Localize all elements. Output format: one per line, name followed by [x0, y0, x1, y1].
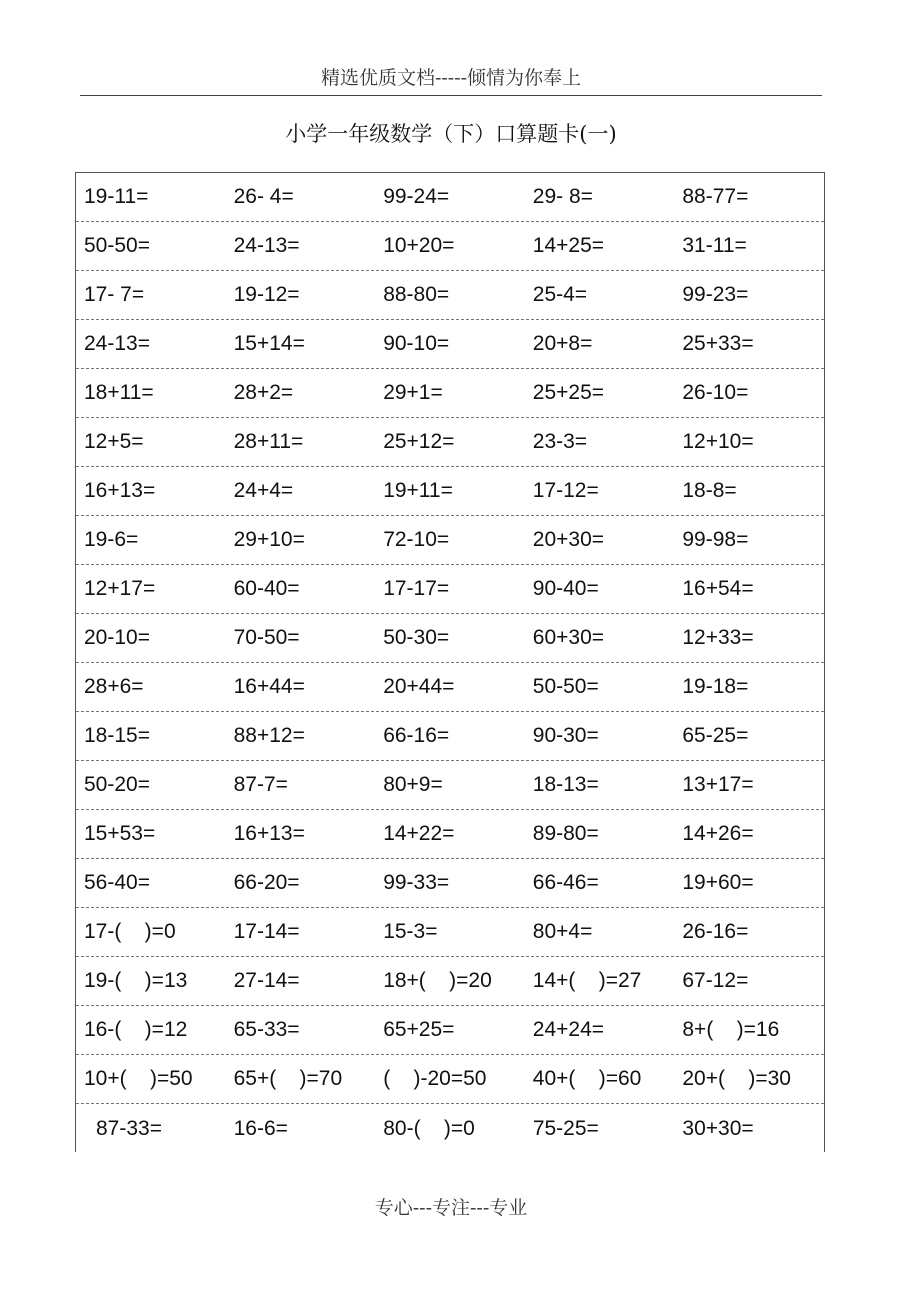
arithmetic-problem: 8+( )=16	[682, 1018, 780, 1041]
arithmetic-problem: 15-3=	[383, 920, 438, 943]
arithmetic-problem: 19-6=	[84, 528, 139, 551]
arithmetic-problem: 65+( )=70	[233, 1067, 343, 1090]
arithmetic-problem: 50-30=	[383, 626, 450, 649]
arithmetic-problem: 50-50=	[84, 234, 150, 257]
arithmetic-problem: 90-10=	[383, 332, 450, 355]
arithmetic-problem: 12+17=	[84, 577, 156, 600]
arithmetic-problem: 16-( )=12	[84, 1018, 188, 1041]
page-footer: 专心---专注---专业	[374, 1197, 528, 1219]
arithmetic-problem: 20-10=	[84, 626, 150, 649]
worksheet-row	[76, 565, 824, 614]
arithmetic-problem: 40+( )=60	[532, 1067, 642, 1090]
arithmetic-problem: 18-8=	[682, 479, 737, 502]
arithmetic-problem: 14+26=	[682, 822, 754, 845]
arithmetic-problem: 15+14=	[233, 332, 305, 355]
arithmetic-problem: 18+11=	[84, 381, 154, 404]
arithmetic-problem: 14+( )=27	[532, 969, 642, 992]
arithmetic-problem: 19-11=	[84, 185, 149, 208]
arithmetic-problem: 65-25=	[682, 724, 749, 747]
arithmetic-problem: 17-14=	[233, 920, 300, 943]
arithmetic-problem: 66-46=	[532, 871, 599, 894]
arithmetic-problem: 99-33=	[383, 871, 450, 894]
arithmetic-problem: 30+30=	[682, 1116, 754, 1140]
worksheet-row	[76, 222, 824, 271]
worksheet-row	[76, 712, 824, 761]
arithmetic-problem: 99-23=	[682, 283, 749, 306]
arithmetic-problem: 17-12=	[532, 479, 599, 502]
worksheet-row	[76, 859, 824, 908]
arithmetic-problem: 24+4=	[233, 479, 294, 502]
arithmetic-problem: 29- 8=	[532, 185, 593, 208]
arithmetic-problem: 90-30=	[532, 724, 599, 747]
arithmetic-problem: 12+5=	[84, 430, 144, 453]
arithmetic-problem: 23-3=	[532, 430, 588, 453]
arithmetic-problem: 17-17=	[383, 577, 450, 600]
arithmetic-problem: 18-15=	[84, 724, 150, 747]
arithmetic-problem: 72-10=	[383, 528, 450, 551]
arithmetic-problem: 87-7=	[233, 773, 288, 796]
arithmetic-problem: 28+11=	[233, 430, 304, 453]
arithmetic-problem: 25+33=	[682, 332, 754, 355]
worksheet-row	[76, 516, 824, 565]
arithmetic-problem: 88-80=	[383, 283, 450, 306]
arithmetic-problem: 19+11=	[383, 479, 453, 502]
arithmetic-problem: 10+20=	[383, 234, 455, 257]
arithmetic-problem: 19-( )=13	[84, 969, 188, 992]
arithmetic-problem: 14+25=	[532, 234, 605, 257]
arithmetic-problem: 19+60=	[682, 871, 754, 894]
arithmetic-problem: 19-18=	[682, 675, 749, 698]
worksheet-row	[76, 271, 824, 320]
arithmetic-problem: 80+4=	[532, 920, 593, 943]
arithmetic-problem: 60+30=	[532, 626, 605, 649]
arithmetic-problem: 25-4=	[532, 283, 588, 306]
worksheet-row	[76, 761, 824, 810]
arithmetic-problem: 20+( )=30	[682, 1067, 791, 1090]
arithmetic-problem: 18-13=	[532, 773, 599, 796]
worksheet-row	[76, 614, 824, 663]
worksheet-row	[76, 418, 824, 467]
arithmetic-worksheet-grid	[75, 172, 825, 1152]
arithmetic-problem: 16-6=	[233, 1116, 288, 1140]
arithmetic-problem: 26-16=	[682, 920, 749, 943]
worksheet-row	[76, 810, 824, 859]
arithmetic-problem: 31-11=	[682, 234, 747, 257]
arithmetic-problem: 24-13=	[233, 234, 300, 257]
arithmetic-problem: 28+6=	[84, 675, 144, 698]
arithmetic-problem: 29+1=	[383, 381, 443, 404]
arithmetic-problem: 90-40=	[532, 577, 599, 600]
arithmetic-problem: 50-50=	[532, 675, 599, 698]
worksheet-row	[76, 1104, 824, 1153]
arithmetic-problem: 80+9=	[383, 773, 443, 796]
arithmetic-problem: 56-40=	[84, 871, 150, 894]
arithmetic-problem: 67-12=	[682, 969, 749, 992]
arithmetic-problem: 17- 7=	[84, 283, 145, 306]
arithmetic-problem: 26- 4=	[233, 185, 294, 208]
arithmetic-problem: 14+22=	[383, 822, 455, 845]
arithmetic-problem: 28+2=	[233, 381, 294, 404]
worksheet-row	[76, 908, 824, 957]
worksheet-row	[76, 1006, 824, 1055]
arithmetic-problem: 17-( )=0	[84, 920, 176, 943]
arithmetic-problem: 20+30=	[532, 528, 605, 551]
arithmetic-problem: 70-50=	[233, 626, 300, 649]
worksheet-row	[76, 957, 824, 1006]
worksheet-row	[76, 663, 824, 712]
worksheet-row	[76, 320, 824, 369]
page-title: 小学一年级数学（下）口算题卡(一)	[285, 122, 617, 146]
arithmetic-problem: 29+10=	[233, 528, 305, 551]
arithmetic-problem: 16+13=	[84, 479, 156, 502]
arithmetic-problem: 66-20=	[233, 871, 300, 894]
arithmetic-problem: 60-40=	[233, 577, 300, 600]
page-header: 精选优质文档-----倾情为你奉上	[320, 67, 582, 89]
arithmetic-problem: 88-77=	[682, 185, 749, 208]
arithmetic-problem: 25+25=	[532, 381, 605, 404]
arithmetic-problem: 24+24=	[532, 1018, 605, 1041]
arithmetic-problem: 65-33=	[233, 1018, 300, 1041]
worksheet-row	[76, 369, 824, 418]
arithmetic-problem: 99-24=	[383, 185, 450, 208]
arithmetic-problem: 16+13=	[233, 822, 305, 845]
arithmetic-problem: 20+8=	[532, 332, 593, 355]
arithmetic-problem: 26-10=	[682, 381, 749, 404]
arithmetic-problem: 65+25=	[383, 1018, 455, 1041]
arithmetic-problem: 89-80=	[532, 822, 599, 845]
arithmetic-problem: 80-( )=0	[383, 1116, 475, 1140]
arithmetic-problem: 50-20=	[84, 773, 150, 796]
arithmetic-problem: 13+17=	[682, 773, 754, 796]
worksheet-row	[76, 173, 824, 222]
arithmetic-problem: 66-16=	[383, 724, 450, 747]
arithmetic-problem: 10+( )=50	[84, 1067, 193, 1090]
arithmetic-problem: 87-33=	[96, 1116, 162, 1140]
arithmetic-problem: 19-12=	[233, 283, 300, 306]
arithmetic-problem: 88+12=	[233, 724, 305, 747]
arithmetic-problem: 16+44=	[233, 675, 305, 698]
arithmetic-problem: 18+( )=20	[383, 969, 492, 992]
arithmetic-problem: 20+44=	[383, 675, 455, 698]
arithmetic-problem: 99-98=	[682, 528, 749, 551]
worksheet-row	[76, 1055, 824, 1104]
arithmetic-problem: ( )-20=50	[383, 1067, 487, 1090]
header-divider	[80, 95, 822, 96]
arithmetic-problem: 15+53=	[84, 822, 156, 845]
arithmetic-problem: 75-25=	[532, 1116, 599, 1140]
worksheet-row	[76, 467, 824, 516]
arithmetic-problem: 24-13=	[84, 332, 150, 355]
arithmetic-problem: 25+12=	[383, 430, 455, 453]
arithmetic-problem: 12+10=	[682, 430, 754, 453]
arithmetic-problem: 16+54=	[682, 577, 754, 600]
arithmetic-problem: 12+33=	[682, 626, 754, 649]
arithmetic-problem: 27-14=	[233, 969, 300, 992]
